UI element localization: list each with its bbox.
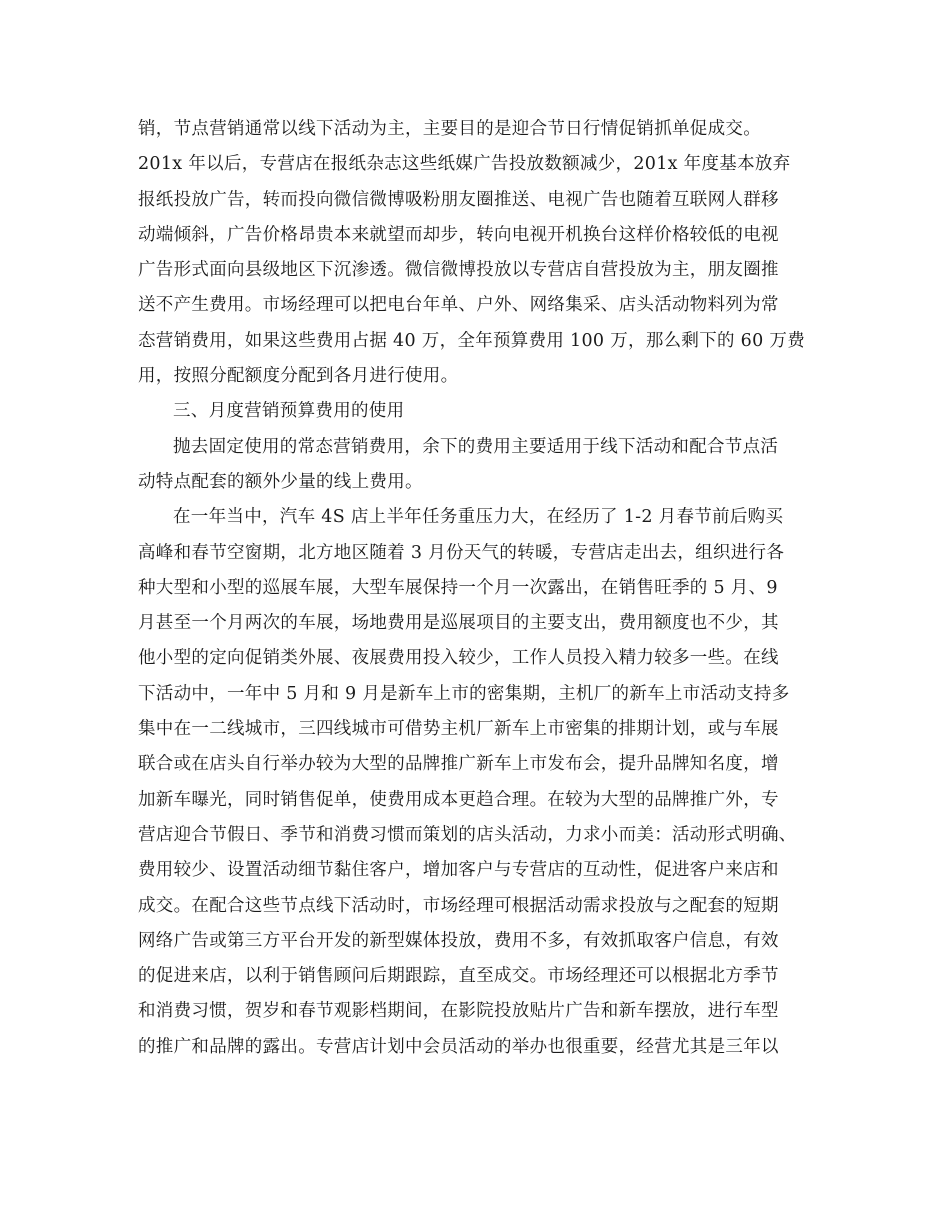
- text-line: 201x 年以后，专营店在报纸杂志这些纸媒广告投放数额减少，201x 年度基本放弃: [138, 154, 791, 175]
- text-line: 高峰和春节空窗期，北方地区随着 3 月份天气的转暖，专营店走出去，组织进行各: [138, 542, 785, 563]
- text-line: 和消费习惯，贺岁和春节观影档期间，在影院投放贴片广告和新车摆放，进行车型: [138, 1001, 779, 1022]
- section-heading: 三、月度营销预算费用的使用: [173, 401, 405, 422]
- paragraph-continued: [138, 112, 838, 394]
- text-line: 费用较少、设置活动细节黏住客户，增加客户与专营店的互动性，促进客户来店和: [138, 860, 779, 881]
- text-line: 报纸投放广告，转而投向微信微博吸粉朋友圈推送、电视广告也随着互联网人群移: [138, 189, 779, 210]
- text-line: 营店迎合节假日、季节和消费习惯而策划的店头活动，力求小而美：活动形式明确、: [138, 824, 797, 845]
- text-line: 送不产生费用。市场经理可以把电台年单、户外、网络集采、店头活动物料列为常: [138, 295, 779, 316]
- document-body: [138, 112, 838, 1065]
- text-line: 月甚至一个月两次的车展，场地费用是巡展项目的主要支出，费用额度也不少，其: [138, 613, 779, 634]
- text-line: 动端倾斜，广告价格昂贵本来就望而却步，转向电视开机换台这样价格较低的电视: [138, 224, 779, 245]
- text-line: 的促进来店，以利于销售顾问后期跟踪，直至成交。市场经理还可以根据北方季节: [138, 966, 779, 987]
- text-line: 集中在一二线城市，三四线城市可借势主机厂新车上市密集的排期计划，或与车展: [138, 719, 779, 740]
- text-line: 他小型的定向促销类外展、夜展费用投入较少，工作人员投入精力较多一些。在线: [138, 648, 779, 669]
- text-line: 广告形式面向县级地区下沉渗透。微信微博投放以专营店自营投放为主，朋友圈推: [138, 260, 779, 281]
- text-line: 用，按照分配额度分配到各月进行使用。: [138, 366, 459, 387]
- text-line: 网络广告或第三方平台开发的新型媒体投放，费用不多，有效抓取客户信息，有效: [138, 930, 779, 951]
- text-line: 加新车曝光，同时销售促单，使费用成本更趋合理。在较为大型的品牌推广外，专: [138, 789, 779, 810]
- text-line: 抛去固定使用的常态营销费用，余下的费用主要适用于线下活动和配合节点活: [173, 436, 779, 457]
- text-line: 销，节点营销通常以线下活动为主，主要目的是迎合节日行情促销抓单促成交。: [138, 119, 761, 139]
- text-line: 种大型和小型的巡展车展，大型车展保持一个月一次露出，在销售旺季的 5 月、9: [138, 577, 778, 598]
- text-line: 的推广和品牌的露出。专营店计划中会员活动的举办也很重要，经营尤其是三年以: [138, 1036, 779, 1057]
- text-line: 动特点配套的额外少量的线上费用。: [138, 471, 423, 492]
- text-line: 联合或在店头自行举办较为大型的品牌推广新车上市发布会，提升品牌知名度，增: [138, 754, 779, 775]
- paragraph-3: [138, 500, 838, 1065]
- text-line: 态营销费用，如果这些费用占据 40 万，全年预算费用 100 万，那么剩下的 60 万费: [138, 330, 806, 351]
- text-line: 下活动中，一年中 5 月和 9 月是新车上市的密集期，主机厂的新车上市活动支持多: [138, 683, 790, 704]
- text-line: 成交。在配合这些节点线下活动时，市场经理可根据活动需求投放与之配套的短期: [138, 895, 779, 916]
- text-line: 在一年当中，汽车 4S 店上半年任务重压力大，在经历了 1-2 月春节前后购买: [173, 507, 784, 528]
- paragraph-2: [138, 430, 838, 501]
